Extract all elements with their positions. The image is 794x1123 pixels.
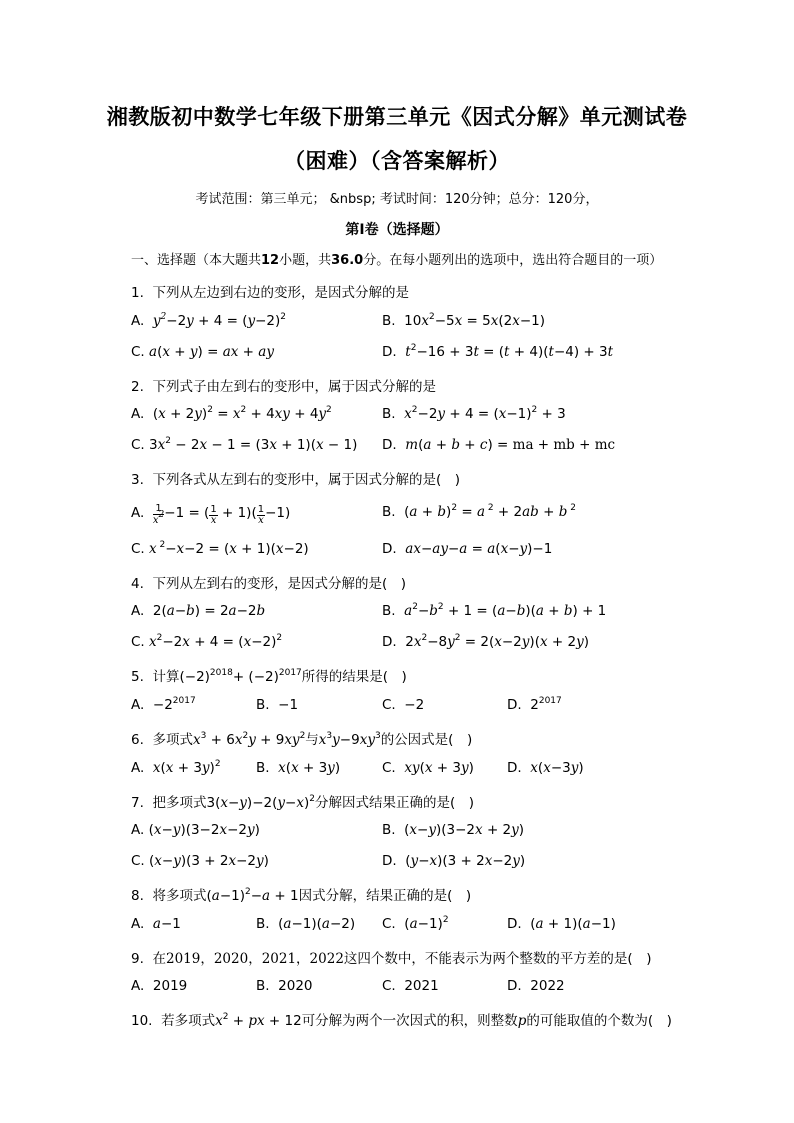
- q7-option-b[interactable]: B. (x−y)(3−2x + 2y): [382, 822, 525, 838]
- section-prefix: 一、选择题（本大题共: [131, 253, 262, 268]
- q1-option-c[interactable]: C. a(x + y) = ax + ay: [131, 344, 274, 360]
- question-number: 8.: [131, 888, 144, 904]
- question-9: 9. 在2019，2020，2021，2022这四个数中，不能表示为两个整数的平方差的是( ): [131, 951, 652, 967]
- exam-title-line1: 湘教版初中数学七年级下册第三单元《因式分解》单元测试卷: [106, 105, 688, 129]
- q8-option-a[interactable]: A. a−1: [131, 916, 181, 932]
- question-text: 下列式子由左到右的变形中，属于因式分解的是: [152, 379, 436, 395]
- q5-option-a[interactable]: A. $-2^{2017}$: [131, 696, 196, 713]
- question-number: 4.: [131, 576, 144, 592]
- question-1: [131, 281, 409, 301]
- question-number: 2.: [131, 379, 144, 395]
- q2-option-b[interactable]: B. $x^2-2y + 4 = (x-1)^2 + 3$: [382, 405, 566, 422]
- question-6: 6. 多项式$x^3 + 6x^2y + 9xy^2$与$x^3y-9xy^3$的公因式是( ): [131, 731, 473, 748]
- q2-option-a[interactable]: A. $(x + 2y)^2 = x^2 + 4xy + 4y^2$: [131, 405, 332, 422]
- section-mid: 小题，共: [279, 253, 332, 268]
- question-number: 9.: [131, 951, 144, 967]
- part-title: 第I卷（选择题）: [345, 222, 449, 238]
- q3-option-c[interactable]: C. x $^2$−x−2 = (x + 1)(x−2): [131, 540, 309, 557]
- q2-option-d[interactable]: D. m(a + b + c) = ma + mb + mc: [382, 437, 616, 453]
- q7-option-d[interactable]: D. (y−x)(3 + 2x−2y): [382, 853, 526, 869]
- q6-option-d[interactable]: D. x(x−3y): [507, 760, 584, 776]
- question-number: 3.: [131, 472, 144, 488]
- q7-option-a[interactable]: A. (x−y)(3−2x−2y): [131, 822, 260, 838]
- q4-option-c[interactable]: C. $x^2-2x + 4 = (x-2)^2$: [131, 633, 283, 650]
- q4-option-d[interactable]: D. $2x^2-8y^2 = 2(x-2y)(x + 2y)$: [382, 633, 589, 650]
- q5-option-b[interactable]: B. −1: [256, 697, 299, 713]
- question-text: 下列各式从左到右的变形中，属于因式分解的是( ): [152, 472, 461, 488]
- question-text: 下列从左到右的变形，是因式分解的是( ): [152, 576, 407, 592]
- section-heading: [131, 249, 662, 268]
- question-number: 7.: [131, 795, 144, 811]
- q4-option-a[interactable]: A. 2(a−b) = 2a−2b: [131, 603, 266, 619]
- q9-option-b[interactable]: B. 2020: [256, 978, 313, 994]
- question-4: [131, 572, 406, 592]
- section-score: 36.0: [331, 253, 364, 268]
- q3-option-a[interactable]: A. $\frac{1}{x^2}$ −1 = ( $\frac{1}{x}$ + 1)( $\frac{1}{x}$ −1): [131, 503, 291, 526]
- q5-option-d[interactable]: D. $2^{2017}$: [507, 696, 562, 713]
- q6-option-b[interactable]: B. x(x + 3y): [256, 760, 341, 776]
- question-number: 1.: [131, 285, 144, 301]
- question-8: 8. 将多项式$(a-1)^2-a + 1$因式分解，结果正确的是( ): [131, 887, 472, 904]
- q8-option-b[interactable]: B. (a−1)(a−2): [256, 916, 356, 932]
- q8-option-d[interactable]: D. (a + 1)(a−1): [507, 916, 616, 932]
- exam-info: 考试范围：第三单元； &nbsp; 考试时间：120分钟；总分：120分，: [195, 192, 599, 207]
- q9-option-a[interactable]: A. 2019: [131, 978, 188, 994]
- q9-option-c[interactable]: C. 2021: [382, 978, 439, 994]
- q6-option-a[interactable]: A. $x(x + 3y)^2$: [131, 759, 221, 776]
- exam-title-line2: （困难）（含答案解析）: [284, 149, 510, 173]
- q4-option-b[interactable]: B. $a^2-b^2 + 1 = (a-b)(a + b) + 1$: [382, 602, 607, 619]
- question-count: 12: [261, 253, 280, 268]
- question-number: 10.: [131, 1013, 153, 1029]
- q8-option-c[interactable]: C. $(a-1)^2$: [382, 915, 449, 932]
- q5-option-c[interactable]: C. −2: [382, 697, 425, 713]
- q9-option-d[interactable]: D. 2022: [507, 978, 565, 994]
- question-7: 7. 把多项式$3(x-y)-2(y-x)^2$分解因式结果正确的是( ): [131, 794, 474, 811]
- q1-option-d[interactable]: D. $t^2-16 + 3t = (t + 4)(t-4) + 3t$: [382, 343, 614, 360]
- q2-option-c[interactable]: C. $3x^2 - 2x - 1 = (3x + 1)(x - 1)$: [131, 436, 358, 453]
- question-2: [131, 375, 436, 395]
- question-10: 10. 若多项式$x^2$ + px + 12可分解为两个一次因式的积，则整数p的可能取值的个数为( ): [131, 1012, 672, 1029]
- question-number: 5.: [131, 669, 144, 685]
- q3-option-b[interactable]: B. $(a + b)^2 = a$ $^2$ + 2ab + b $^2$: [382, 503, 576, 520]
- q6-option-c[interactable]: C. xy(x + 3y): [382, 760, 474, 776]
- question-3: [131, 468, 460, 488]
- q7-option-c[interactable]: C. (x−y)(3 + 2x−2y): [131, 853, 269, 869]
- question-number: 6.: [131, 732, 144, 748]
- q3-option-d[interactable]: D. ax−ay−a = a(x−y)−1: [382, 541, 553, 557]
- q1-option-b[interactable]: B. $10x^2-5x = 5x(2x-1)$: [382, 312, 545, 329]
- q1-option-a[interactable]: A. $y^2-2y + 4 = (y-2)^2$: [131, 312, 287, 329]
- section-suffix: 分。在每小题列出的选项中，选出符合题目的一项）: [363, 253, 663, 268]
- question-text: 下列从左边到右边的变形，是因式分解的是: [152, 285, 409, 301]
- question-5: 5. 计算$(-2)^{2018}+ (-2)^{2017}$所得的结果是( ): [131, 668, 407, 685]
